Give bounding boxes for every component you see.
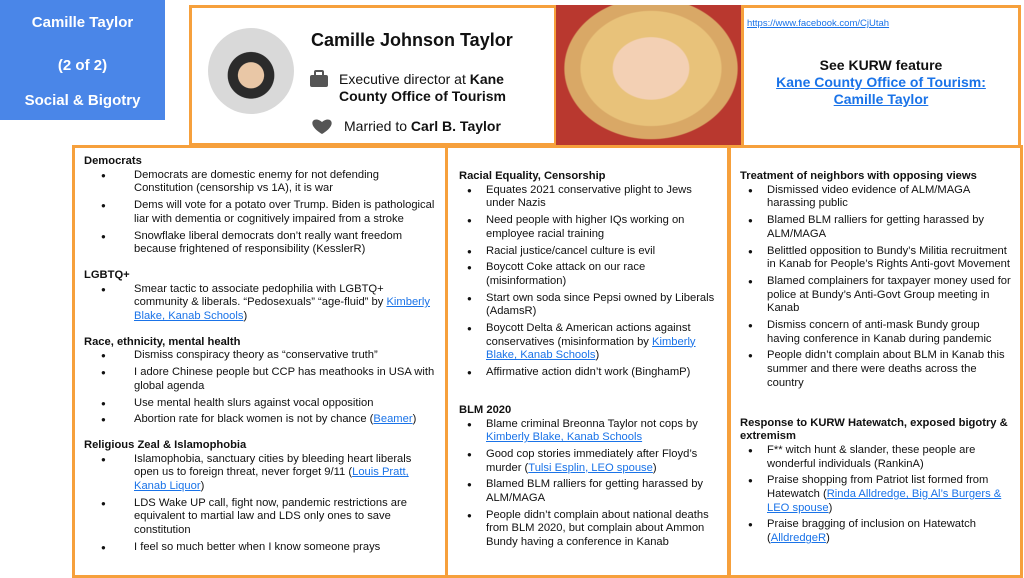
list-item-text: Abortion rate for black women is not by chance (	[134, 413, 374, 426]
list-item: ● People didn’t complain about national deaths from BLM 2020, but complain about Ammon Bundy having a conference in Kanab	[486, 509, 721, 550]
section-blm-heading: BLM 2020	[459, 403, 512, 416]
portrait-photo	[556, 5, 746, 146]
list-item: ● Snowflake liberal democrats don’t really want freedom because frightened of responsibility (KesslerR)	[134, 230, 438, 257]
list-item: ● F** witch hunt & slander, these people are wonderful individuals (RankinA)	[767, 444, 1014, 471]
list-item	[767, 518, 1014, 545]
married-line	[344, 118, 501, 134]
job-org-2: County Office of Tourism	[339, 88, 506, 104]
list-item	[134, 283, 438, 324]
job-prefix: Executive director at	[339, 71, 470, 87]
title-name: Camille Taylor	[31, 14, 134, 31]
list-item: ● Equates 2021 conservative plight to Jews under Nazis	[486, 184, 721, 211]
briefcase-icon	[309, 70, 329, 88]
list-item-text: Islamophobia, sanctuary cities by bleeding heart liberals open us to foreign threat, never forget 9/11 (	[134, 452, 412, 479]
louis-pratt-link[interactable]: Louis Pratt, Kanab Liquor	[134, 466, 409, 493]
section-racial-equality-list	[459, 184, 721, 380]
list-item: ● Dismiss conspiracy theory as “conservative truth”	[134, 349, 438, 363]
list-item	[486, 418, 721, 445]
section-racial-equality-heading: Racial Equality, Censorship	[459, 170, 606, 182]
kurw-link-2[interactable]: Camille Taylor	[833, 91, 929, 107]
list-item-text: Boycott Delta & American actions against conservatives (misinformation by	[486, 322, 691, 348]
list-item-end: )	[412, 413, 417, 426]
job-line	[339, 71, 506, 105]
list-item: ● Democrats are domestic enemy for not defending Constitution (censorship vs 1A), it is war	[134, 169, 438, 196]
facebook-url-link[interactable]: https://www.facebook.com/CjUtah	[747, 18, 890, 29]
list-item: ● Dismiss concern of anti-mask Bundy group having conference in Kanab during pandemic	[767, 319, 1014, 346]
profile-card	[189, 5, 557, 146]
title-part: (2 of 2)	[57, 57, 108, 74]
section-lgbtq-list	[84, 283, 438, 324]
list-item: ● Use mental health slurs against vocal opposition	[134, 397, 438, 411]
list-item-text: Blame criminal Breonna Taylor not cops by	[486, 417, 698, 430]
section-religious-heading: Religious Zeal & Islamophobia	[84, 438, 247, 451]
list-item-end: )	[595, 349, 600, 362]
avatar	[208, 28, 294, 114]
section-race-heading: Race, ethnicity, mental health	[84, 335, 241, 348]
kurw-feature	[744, 57, 1018, 108]
section-race-list	[84, 349, 438, 427]
list-item-text: Smear tactic to associate pedophilia with LGBTQ+ community & liberals. “Pedosexuals” “age-fluid” by	[134, 282, 387, 309]
tulsi-esplin-link[interactable]: Tulsi Esplin, LEO spouse	[528, 461, 653, 474]
list-item	[486, 322, 721, 363]
heart-icon	[311, 119, 333, 135]
section-religious-list	[84, 453, 438, 555]
list-item: ● I feel so much better when I know someone prays	[134, 541, 438, 555]
list-item-text: Good cop stories immediately after Floyd’s murder (	[486, 447, 698, 474]
section-democrats-list	[84, 169, 438, 257]
column-right	[728, 145, 1023, 578]
kimberly-blake-link[interactable]: Kimberly Blake, Kanab Schools	[486, 335, 696, 362]
list-item	[134, 413, 438, 427]
column-middle	[445, 145, 730, 578]
list-item	[767, 474, 1014, 515]
title-topic: Social & Bigotry	[24, 92, 141, 109]
list-item: ● LDS Wake UP call, fight now, pandemic restrictions are equivalent to martial law and LDS only ones to save constitution	[134, 497, 438, 538]
kurw-box	[741, 5, 1021, 148]
list-item: ● Blamed complainers for taxpayer money used for police at Bundy’s Anti-Govt Group meeting in Kanab	[767, 275, 1014, 316]
list-item: ● Dismissed video evidence of ALM/MAGA harassing public	[767, 184, 1014, 211]
kurw-link-1[interactable]: Kane County Office of Tourism:	[776, 74, 986, 90]
profile-name: Camille Johnson Taylor	[311, 30, 513, 50]
kimberly-blake-link[interactable]: Kimberly Blake, Kanab Schools	[134, 296, 430, 323]
list-item-end: )	[826, 532, 830, 545]
list-item: ● Need people with higher IQs working on employee racial training	[486, 214, 721, 241]
list-item	[486, 448, 721, 475]
section-blm-list	[459, 418, 721, 550]
list-item: ● People didn’t complain about BLM in Kanab this summer and there were deaths across the country	[767, 349, 1014, 390]
section-hatewatch-heading: Response to KURW Hatewatch, exposed bigotry & extremism	[740, 416, 1008, 443]
kimberly-blake-link[interactable]: Kimberly Blake, Kanab Schools	[486, 431, 643, 444]
list-item: ● Affirmative action didn’t work (BinghamP)	[486, 366, 721, 380]
married-prefix: Married to	[344, 118, 411, 134]
section-democrats-heading: Democrats	[84, 155, 142, 167]
kurw-see: See KURW feature	[819, 57, 943, 73]
title-box	[0, 0, 165, 120]
list-item	[134, 453, 438, 494]
list-item: ● Blamed BLM ralliers for getting harassed by ALM/MAGA	[767, 214, 1014, 241]
list-item-end: )	[828, 501, 833, 514]
alldredger-link[interactable]: AlldredgeR	[770, 532, 827, 545]
list-item: ● Start own soda since Pepsi owned by Liberals (AdamsR)	[486, 292, 721, 319]
list-item: ● Blamed BLM ralliers for getting harassed by ALM/MAGA	[486, 478, 721, 505]
section-lgbtq-heading: LGBTQ+	[84, 268, 130, 281]
list-item: ● Boycott Coke attack on our race (misinformation)	[486, 261, 721, 288]
job-org-1: Kane	[469, 71, 504, 87]
section-neighbors-heading: Treatment of neighbors with opposing views	[740, 170, 977, 182]
list-item: ● Belittled opposition to Bundy’s Militia recruitment in Kanab for People’s Rights Anti-govt Movement	[767, 245, 1014, 272]
list-item-end: )	[200, 480, 205, 493]
list-item-end: )	[652, 461, 657, 474]
beamer-link[interactable]: Beamer	[373, 413, 413, 426]
list-item: ● Dems will vote for a potato over Trump. Biden is pathological liar with dementia or cognitively impaired from a stroke	[134, 199, 438, 226]
rinda-alldredge-link[interactable]: Rinda Alldredge, Big Al’s Burgers & LEO spouse	[767, 488, 1002, 514]
list-item-end: )	[243, 310, 248, 323]
section-hatewatch-list	[740, 444, 1014, 546]
section-neighbors-list	[740, 184, 1014, 391]
list-item-text: Praise shopping from Patriot list formed from Hatewatch (	[767, 474, 989, 501]
list-item: ● I adore Chinese people but CCP has meathooks in USA with global agenda	[134, 366, 438, 393]
list-item: ● Racial justice/cancel culture is evil	[486, 245, 721, 259]
column-left	[72, 145, 449, 578]
married-name: Carl B. Taylor	[410, 118, 501, 134]
list-item-text: Praise bragging of inclusion on Hatewatch (	[767, 518, 976, 545]
